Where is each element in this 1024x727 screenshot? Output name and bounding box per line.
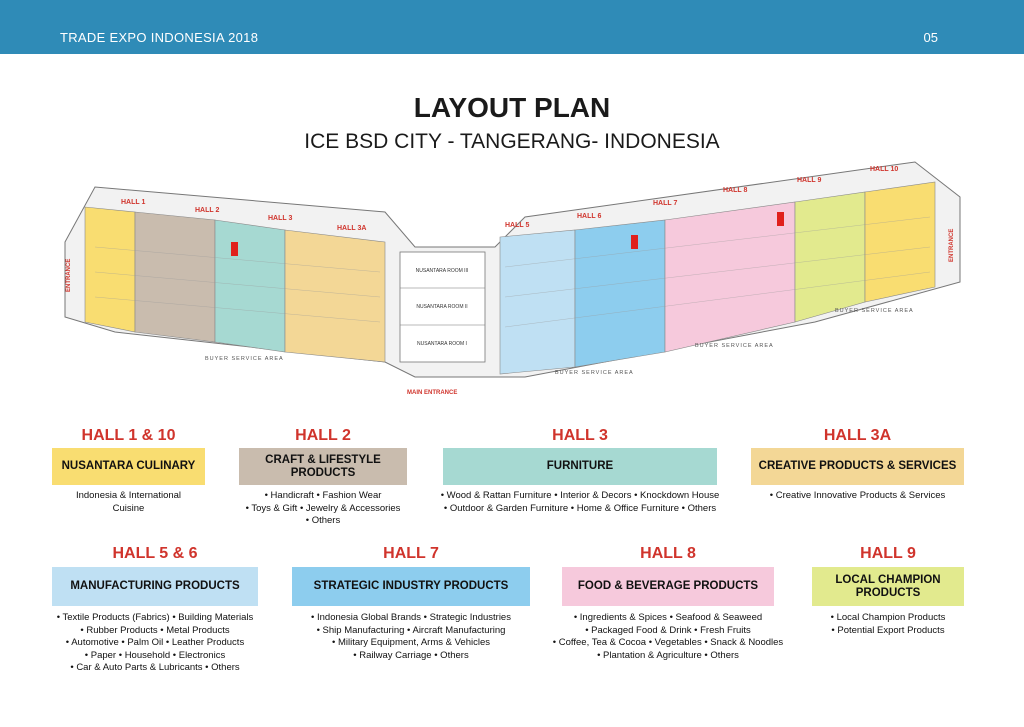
hall-2-area [135, 212, 215, 342]
hall-1-area [85, 207, 135, 332]
hall-3-area [215, 220, 285, 352]
description-line: • Textile Products (Fabrics) • Building Materials [56, 612, 254, 623]
layout-map [55, 152, 975, 412]
map-label-hall-7: HALL 7 [653, 200, 678, 207]
hall-description [40, 612, 270, 675]
buyer-service-label: BUYER SERVICE AREA [555, 370, 634, 376]
hall-description [800, 612, 976, 637]
buyer-service-label: BUYER SERVICE AREA [205, 356, 284, 362]
description-line: • Indonesia Global Brands • Strategic Industries [311, 612, 511, 623]
room-label: NUSANTARA ROOM III [415, 268, 469, 274]
description-line: • Ship Manufacturing • Aircraft Manufacturing [316, 624, 506, 636]
description-line: • Paper • Household • Electronics [84, 649, 226, 661]
description-line: • Outdoor & Garden Furniture • Home & Office Furniture • Others [443, 502, 717, 514]
description-line: • Potential Export Products [831, 624, 945, 636]
description-line: • Plantation & Agriculture • Others [597, 649, 739, 661]
description-line: Indonesia & International [75, 490, 182, 501]
room-label: NUSANTARA ROOM II [416, 304, 468, 310]
map-label-hall-2: HALL 2 [195, 207, 220, 214]
page-subtitle: ICE BSD CITY - TANGERANG- INDONESIA [304, 130, 720, 153]
hall-9-area [795, 192, 865, 322]
entrance-label-left: ENTRANCE [66, 258, 72, 292]
hall-title: HALL 2 [295, 427, 351, 444]
description-line: • Car & Auto Parts & Lubricants • Others [70, 662, 240, 673]
description-line: • Ingredients & Spices • Seafood & Seaweed [573, 612, 763, 623]
header-title: TRADE EXPO INDONESIA 2018 [60, 30, 259, 45]
category-box: CRAFT & LIFESTYLE PRODUCTS [239, 448, 407, 485]
buyer-service-label: BUYER SERVICE AREA [695, 343, 774, 349]
description-line: • Packaged Food & Drink • Fresh Fruits [585, 624, 751, 636]
category-box: NUSANTARA CULINARY [52, 448, 205, 485]
description-line: • Creative Innovative Products & Services [769, 490, 946, 501]
buyer-service-label: BUYER SERVICE AREA [835, 308, 914, 314]
category-box: FURNITURE [443, 448, 717, 485]
hall-10-area [865, 182, 935, 302]
category-box: FOOD & BEVERAGE PRODUCTS [562, 567, 774, 606]
map-label-hall-5: HALL 5 [505, 222, 530, 229]
hall-description [545, 612, 791, 662]
hall-description [40, 490, 217, 515]
description-line: • Automotive • Palm Oil • Leather Products [65, 637, 245, 648]
map-label-hall-10: HALL 10 [870, 166, 899, 173]
hall-description [745, 490, 970, 503]
category-box: MANUFACTURING PRODUCTS [52, 567, 258, 606]
page-title: LAYOUT PLAN [413, 92, 611, 123]
map-label-hall-6: HALL 6 [577, 213, 602, 220]
hall-description [223, 490, 423, 528]
hall-description [285, 612, 537, 662]
description-line: • Rubber Products • Metal Products [80, 624, 230, 636]
map-label-hall-1: HALL 1 [121, 199, 146, 206]
hall-5-area [500, 230, 575, 374]
description-line: • Military Equipment, Arms & Vehicles [331, 637, 491, 648]
description-line: • Railway Carriage • Others [353, 649, 469, 661]
room-label: NUSANTARA ROOM I [417, 341, 467, 347]
marker-red [231, 242, 238, 256]
hall-description [425, 490, 735, 515]
entrance-label-right: ENTRANCE [949, 228, 955, 262]
map-label-hall-9: HALL 9 [797, 177, 822, 184]
description-line: • Coffee, Tea & Cocoa • Vegetables • Snack & Noodles [552, 637, 784, 648]
description-line: • Toys & Gift • Jewelry & Accessories [245, 502, 401, 514]
hall-6-7-area [575, 220, 665, 367]
main-entrance-label: MAIN ENTRANCE [407, 390, 458, 396]
description-line: • Local Champion Products [830, 612, 946, 623]
map-label-hall-8: HALL 8 [723, 187, 748, 194]
description-line: • Wood & Rattan Furniture • Interior & Decors • Knockdown House [440, 490, 720, 501]
hall-title: HALL 3 [552, 427, 608, 444]
category-box: LOCAL CHAMPION PRODUCTS [812, 567, 964, 606]
description-line: • Others [305, 515, 341, 526]
description-line: Cuisine [112, 502, 145, 514]
description-line: • Handicraft • Fashion Wear [264, 490, 382, 501]
marker-red [631, 235, 638, 249]
category-box: STRATEGIC INDUSTRY PRODUCTS [292, 567, 530, 606]
category-box: CREATIVE PRODUCTS & SERVICES [751, 448, 964, 485]
marker-red [777, 212, 784, 226]
hall-title: HALL 8 [640, 545, 696, 562]
hall-title: HALL 3A [823, 427, 892, 444]
header-bar [0, 0, 1024, 54]
hall-title: HALL 5 & 6 [112, 545, 198, 562]
map-label-hall-3: HALL 3 [268, 215, 293, 222]
hall-title: HALL 9 [860, 545, 916, 562]
map-label-hall-3a: HALL 3A [337, 225, 367, 232]
page-number: 05 [923, 30, 938, 45]
hall-title: HALL 1 & 10 [81, 427, 176, 444]
hall-title: HALL 7 [383, 545, 439, 562]
